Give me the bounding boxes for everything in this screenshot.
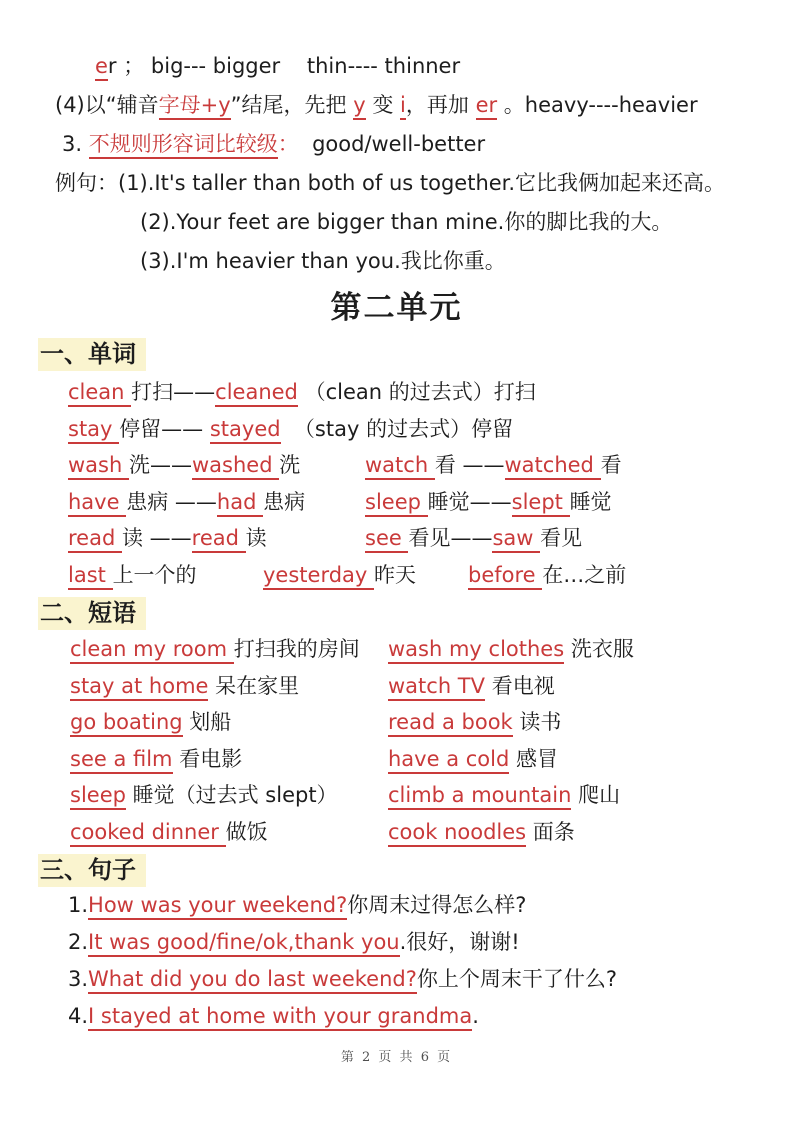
words-heading-highlight: 一、单词 <box>38 338 146 371</box>
phrase-item <box>388 708 793 736</box>
red-underlined-text: cooked dinner <box>70 820 226 847</box>
word-row <box>0 378 793 415</box>
text-segment: 1. <box>68 893 89 917</box>
text-segment: 读 <box>245 526 267 550</box>
red-underlined-text: ： <box>277 132 299 156</box>
word-pair <box>68 561 263 589</box>
text-segment: 睡觉—— <box>427 489 512 514</box>
text-segment: 打扫我的房间 <box>233 637 360 661</box>
text-segment: 打扫—— <box>131 380 216 404</box>
red-underlined-text: 不规则形容词比较级 <box>89 132 278 159</box>
word-pair <box>68 451 365 479</box>
text-segment: （clean 的过去式）打扫 <box>297 380 536 404</box>
phrase-row <box>0 635 793 672</box>
phrase-item <box>388 781 793 809</box>
red-underlined-text: e <box>95 54 108 81</box>
text-segment: 患病 —— <box>126 489 217 514</box>
words-section-heading <box>0 338 793 378</box>
red-underlined-text: go boating <box>70 710 183 737</box>
red-underlined-text: stayed <box>210 417 281 444</box>
text-segment: 洗 <box>279 453 301 477</box>
text-segment: （stay 的过去式）停留 <box>280 416 514 441</box>
word-pair <box>68 524 365 552</box>
text-segment: 面条 <box>526 819 575 844</box>
unit-title: 第二单元 <box>330 290 463 326</box>
text-segment: 看电视 <box>485 673 555 698</box>
phrase-row <box>0 708 793 745</box>
text-segment: 睡觉（过去式 slept） <box>125 783 338 807</box>
example-sentence-3 <box>0 247 793 286</box>
sentence-line <box>0 965 793 1002</box>
text-segment: r ； big--- bigger thin---- thinner <box>107 54 461 78</box>
red-underlined-text: watch TV <box>388 674 485 701</box>
red-underlined-text: see <box>365 526 408 553</box>
text-segment: ”结尾，先把 <box>230 93 354 117</box>
text-segment: 看见 <box>540 526 583 550</box>
phrase-row <box>0 745 793 782</box>
red-underlined-text: er <box>476 93 498 120</box>
red-underlined-text: read a book <box>388 710 513 737</box>
sentences-section <box>0 891 793 1039</box>
text-segment: 看 —— <box>434 453 505 477</box>
word-row <box>0 415 793 452</box>
text-segment: ，再加 <box>405 93 476 117</box>
red-underlined-text: It was good/fine/ok,thank you <box>88 930 400 957</box>
text-segment: . <box>472 1004 479 1028</box>
text-segment: 睡觉 <box>569 489 612 514</box>
text-segment: 昨天 <box>374 562 417 587</box>
word-row <box>0 451 793 488</box>
text-segment: 在…之前 <box>542 562 627 587</box>
word-pair <box>68 488 365 516</box>
red-underlined-text: wash my clothes <box>388 637 564 664</box>
red-underlined-text: stay at home <box>70 674 208 701</box>
phrase-item <box>388 635 793 663</box>
red-underlined-text: clean <box>68 380 131 407</box>
word-row <box>0 561 793 598</box>
rule-line-consonant-y <box>0 91 793 130</box>
sentence-line <box>0 928 793 965</box>
text-segment: .很好，谢谢! <box>399 930 520 954</box>
text-segment: 4. <box>68 1004 89 1028</box>
example-sentence-2 <box>0 208 793 247</box>
red-underlined-text: slept <box>512 490 570 517</box>
text-segment: 爬山 <box>571 783 621 807</box>
red-underlined-text: saw <box>492 526 540 553</box>
phrases-section <box>0 635 793 854</box>
text-segment: 例句：(1).It's taller than both of us together.它比我俩加起来还高。 <box>55 171 726 195</box>
text-segment: 看电影 <box>172 746 243 771</box>
text-segment: 。heavy----heavier <box>497 93 698 117</box>
red-underlined-text: clean my room <box>70 637 234 664</box>
red-underlined-text: wash <box>68 453 129 480</box>
red-underlined-text: climb a mountain <box>388 783 571 810</box>
text-segment: 停留—— <box>119 416 210 441</box>
rule-line-irregular <box>0 130 793 169</box>
words-section <box>0 378 793 597</box>
word-pair <box>365 451 793 479</box>
red-underlined-text: read <box>68 526 122 553</box>
text-segment: (2).Your feet are bigger than mine.你的脚比我的大。 <box>140 210 673 234</box>
red-underlined-text: yesterday <box>263 563 374 590</box>
word-pair <box>68 378 793 406</box>
rule-line-er-examples <box>0 52 793 91</box>
phrase-item <box>388 745 793 773</box>
text-segment: 看 <box>600 453 622 477</box>
red-underlined-text: watched <box>505 453 601 480</box>
text-segment: 你周末过得怎么样? <box>347 893 527 917</box>
text-segment: 做饭 <box>225 819 268 844</box>
red-underlined-text: before <box>468 563 542 590</box>
red-underlined-text: washed <box>192 453 279 480</box>
red-underlined-text: 字母+y <box>159 93 231 120</box>
phrase-item <box>70 781 388 809</box>
text-segment: 感冒 <box>509 746 558 771</box>
text-segment: 呆在家里 <box>208 673 300 698</box>
text-segment: 洗—— <box>128 453 192 477</box>
text-segment: (3).I'm heavier than you.我比你重。 <box>140 249 506 273</box>
phrase-item <box>388 818 793 846</box>
red-underlined-text: watch <box>365 453 435 480</box>
text-segment: 3. <box>68 967 89 991</box>
red-underlined-text: cleaned <box>215 380 298 407</box>
page-number-footer: 第 2 页 共 6 页 <box>340 1050 453 1065</box>
phrases-section-heading <box>0 597 793 635</box>
sentence-line <box>0 1002 793 1039</box>
phrase-item <box>70 818 388 846</box>
phrase-item <box>70 672 388 700</box>
text-segment: 2. <box>68 930 89 954</box>
phrase-item <box>70 745 388 773</box>
text-segment: 看见—— <box>408 526 493 550</box>
text-segment: (4)以“辅音 <box>55 93 159 117</box>
text-segment: 洗衣服 <box>564 637 634 661</box>
text-segment: 3. <box>62 132 89 156</box>
text-segment: 你上个周末干了什么? <box>416 967 618 991</box>
red-underlined-text: y <box>353 93 365 120</box>
sentence-line <box>0 891 793 928</box>
red-underlined-text: cook noodles <box>388 820 526 847</box>
word-pair <box>263 561 468 589</box>
red-underlined-text: i <box>400 93 406 120</box>
phrase-item <box>388 672 793 700</box>
red-underlined-text: have a cold <box>388 747 509 774</box>
text-segment: 划船 <box>182 710 232 734</box>
red-underlined-text: How was your weekend? <box>88 893 347 920</box>
example-sentence-1 <box>0 169 793 208</box>
red-underlined-text: sleep <box>70 783 126 810</box>
red-underlined-text: stay <box>68 417 119 444</box>
red-underlined-text: sleep <box>365 490 428 517</box>
text-segment: good/well-better <box>298 132 486 156</box>
red-underlined-text: What did you do last weekend? <box>88 967 417 994</box>
word-pair <box>365 488 793 516</box>
phrase-row <box>0 781 793 818</box>
text-segment: 患病 <box>263 489 306 514</box>
sentences-heading-highlight: 三、句子 <box>38 854 146 887</box>
word-pair <box>68 415 793 443</box>
red-underlined-text: last <box>68 563 113 590</box>
sentences-section-heading <box>0 854 793 891</box>
word-row <box>0 488 793 525</box>
comparative-rules-section <box>0 52 793 286</box>
text-segment: 上一个的 <box>112 562 197 587</box>
red-underlined-text: have <box>68 490 126 517</box>
word-pair <box>468 561 793 589</box>
red-underlined-text: see a film <box>70 747 173 774</box>
red-underlined-text: had <box>217 490 263 517</box>
phrases-heading-highlight: 二、短语 <box>38 597 146 630</box>
word-pair <box>365 524 793 552</box>
phrase-row <box>0 672 793 709</box>
phrase-item <box>70 635 388 663</box>
red-underlined-text: read <box>192 526 246 553</box>
text-segment: 读书 <box>512 710 562 734</box>
red-underlined-text: I stayed at home with your grandma <box>88 1004 472 1031</box>
phrase-item <box>70 708 388 736</box>
word-row <box>0 524 793 561</box>
text-segment: 读 —— <box>121 526 192 550</box>
text-segment: 变 <box>365 93 401 117</box>
phrase-row <box>0 818 793 855</box>
